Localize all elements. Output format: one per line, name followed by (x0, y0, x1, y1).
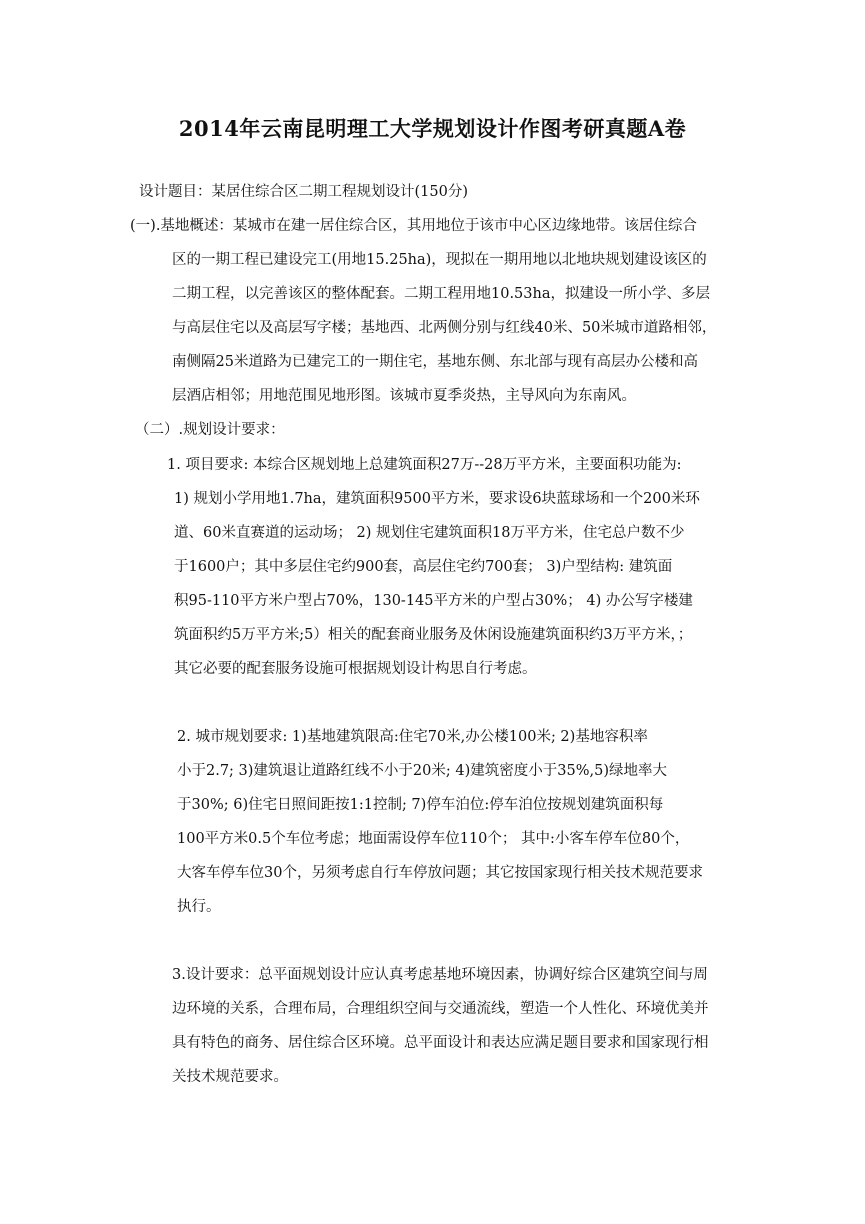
section-heading: （二）.规划设计要求： (135, 422, 285, 438)
paragraph-line: 边环境的关系，合理布局，合理组织空间与交通流线，塑造一个人性化、环境优美并 (172, 1001, 709, 1017)
page-title: 2014年云南昆明理工大学规划设计作图考研真题A卷 (178, 116, 687, 141)
paragraph-line: 道、60米直赛道的运动场； 2) 规划住宅建筑面积18万平方米，住宅总户数不少 (174, 525, 685, 541)
paragraph-line: 2. 城市规划要求: 1)基地建筑限高:住宅70米,办公楼100米; 2)基地容积率 (177, 729, 648, 745)
paragraph-line: 3.设计要求：总平面规划设计应认真考虑基地环境因素，协调好综合区建筑空间与周 (172, 967, 708, 983)
paragraph-line: 其它必要的配套服务设施可根据规划设计构思自行考虑。 (174, 661, 537, 677)
paragraph-line: 大客车停车位30个，另须考虑自行车停放问题；其它按国家现行相关技术规范要求 (177, 865, 703, 881)
paragraph-line: 1. 项目要求: 本综合区规划地上总建筑面积27万--28万平方米，主要面积功能为: (167, 457, 682, 473)
design-subject: 设计题目：某居住综合区二期工程规划设计(150分) (139, 184, 468, 200)
paragraph-line: 与高层住宅以及高层写字楼；基地西、北两侧分别与红线40米、50米城市道路相邻， (172, 320, 717, 336)
paragraph-line: 积95-110平方米户型占70%，130-145平方米的户型占30%； 4) 办公写字楼建 (174, 593, 693, 609)
paragraph-line: 关技术规范要求。 (172, 1069, 288, 1085)
paragraph-line: 于1600户；其中多层住宅约900套，高层住宅约700套； 3)户型结构: 建筑面 (174, 559, 673, 575)
paragraph-line: 执行。 (177, 899, 221, 915)
paragraph-line: 二期工程，以完善该区的整体配套。二期工程用地10.53ha，拟建设一所小学、多层 (172, 286, 710, 302)
paragraph-line: 小于2.7; 3)建筑退让道路红线不小于20米; 4)建筑密度小于35%,5)绿地率大 (177, 763, 667, 779)
paragraph-line: 南侧隔25米道路为已建完工的一期住宅，基地东侧、东北部与现有高层办公楼和高 (172, 354, 698, 370)
paragraph-line: 区的一期工程已建设完工(用地15.25ha)，现拟在一期用地以北地块规划建设该区的 (172, 252, 707, 268)
paragraph-line: 筑面积约5万平方米;5）相关的配套商业服务及休闲设施建筑面积约3万平方米，； (174, 627, 693, 643)
paragraph-line: 层酒店相邻；用地范围见地形图。该城市夏季炎热，主导风向为东南风。 (172, 388, 636, 404)
paragraph-line: 1) 规划小学用地1.7ha，建筑面积9500平方米，要求设6块蓝球场和一个200米环 (174, 491, 700, 507)
paragraph-line: 100平方米0.5个车位考虑；地面需设停车位110个； 其中:小客车停车位80个， (177, 831, 690, 847)
paragraph-line: 具有特色的商务、居住综合区环境。总平面设计和表达应满足题目要求和国家现行相 (172, 1035, 709, 1051)
paragraph-line: (一).基地概述：某城市在建一居住综合区，其用地位于该市中心区边缘地带。该居住综合 (130, 218, 697, 234)
paragraph-line: 于30%; 6)住宅日照间距按1:1控制; 7)停车泊位:停车泊位按规划建筑面积每 (177, 797, 664, 813)
